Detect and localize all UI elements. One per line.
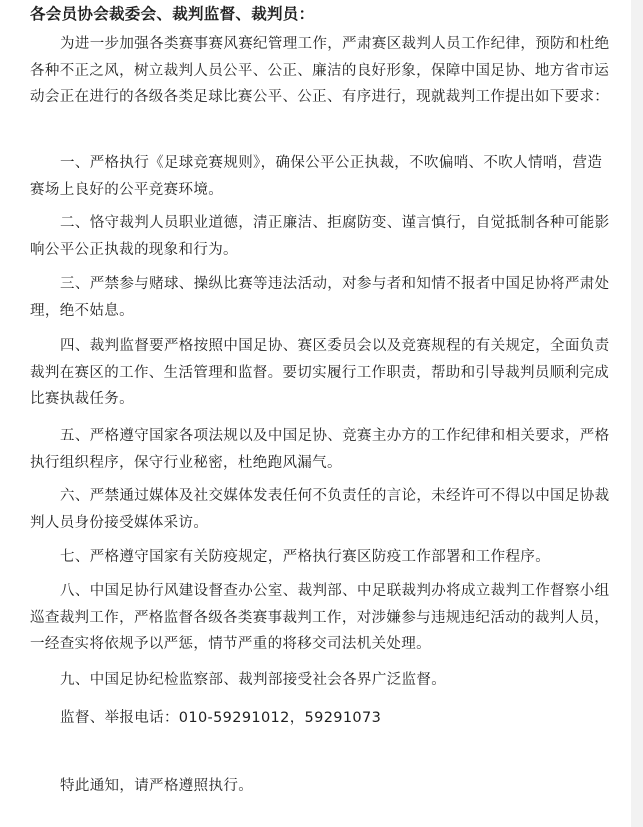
requirement-item-7: 七、严格遵守国家有关防疫规定，严格执行赛区防疫工作部署和工作程序。 [60, 549, 551, 565]
report-hotline: 监督、举报电话：010-59291012，59291073 [60, 710, 382, 726]
requirement-item-5: 五、严格遵守国家各项法规以及中国足协、竞赛主办方的工作纪律和相关要求，严格执行组织程序，保守行业秘密，杜绝跑风漏气。 [30, 428, 610, 471]
requirement-item-4: 四、裁判监督要严格按照中国足协、赛区委员会以及竞赛规程的有关规定，全面负责裁判在赛区的工作、生活管理和监督。要切实履行工作职责，帮助和引导裁判员顺利完成比赛执裁任务。 [30, 338, 610, 407]
requirement-item-8: 八、中国足协行风建设督查办公室、裁判部、中足联裁判办将成立裁判工作督察小组巡查裁判工作，严格监督各级各类赛事裁判工作，对涉嫌参与违规违纪活动的裁判人员，一经查实将依规予以严惩，情节严重的将移交司法机关处理。 [30, 583, 610, 652]
requirement-item-6: 六、严禁通过媒体及社交媒体发表任何不负责任的言论，未经许可不得以中国足协裁判人员身份接受媒体采访。 [30, 488, 610, 531]
closing-line: 特此通知，请严格遵照执行。 [60, 778, 254, 794]
requirement-item-2: 二、恪守裁判人员职业道德，清正廉洁、拒腐防变、谨言慎行，自觉抵制各种可能影响公平公正执裁的现象和行为。 [30, 215, 610, 258]
intro-paragraph: 为进一步加强各类赛事赛风赛纪管理工作，严肃赛区裁判人员工作纪律，预防和杜绝各种不正之风，树立裁判人员公平、公正、廉洁的良好形象，保障中国足协、地方省市运动会正在进行的各级各类足球比赛公平、公正、有序进行，现就裁判工作提出如下要求： [30, 36, 610, 105]
page-edge [631, 0, 643, 827]
requirement-item-9: 九、中国足协纪检监察部、裁判部接受社会各界广泛监督。 [60, 672, 447, 688]
document-heading: 各会员协会裁委会、裁判监督、裁判员： [30, 5, 315, 23]
requirement-item-1: 一、严格执行《足球竞赛规则》，确保公平公正执裁，不吹偏哨、不吹人情哨，营造赛场上良好的公平竞赛环境。 [30, 155, 603, 198]
requirement-item-3: 三、严禁参与赌球、操纵比赛等违法活动，对参与者和知情不报者中国足协将严肃处理，绝不姑息。 [30, 276, 610, 319]
